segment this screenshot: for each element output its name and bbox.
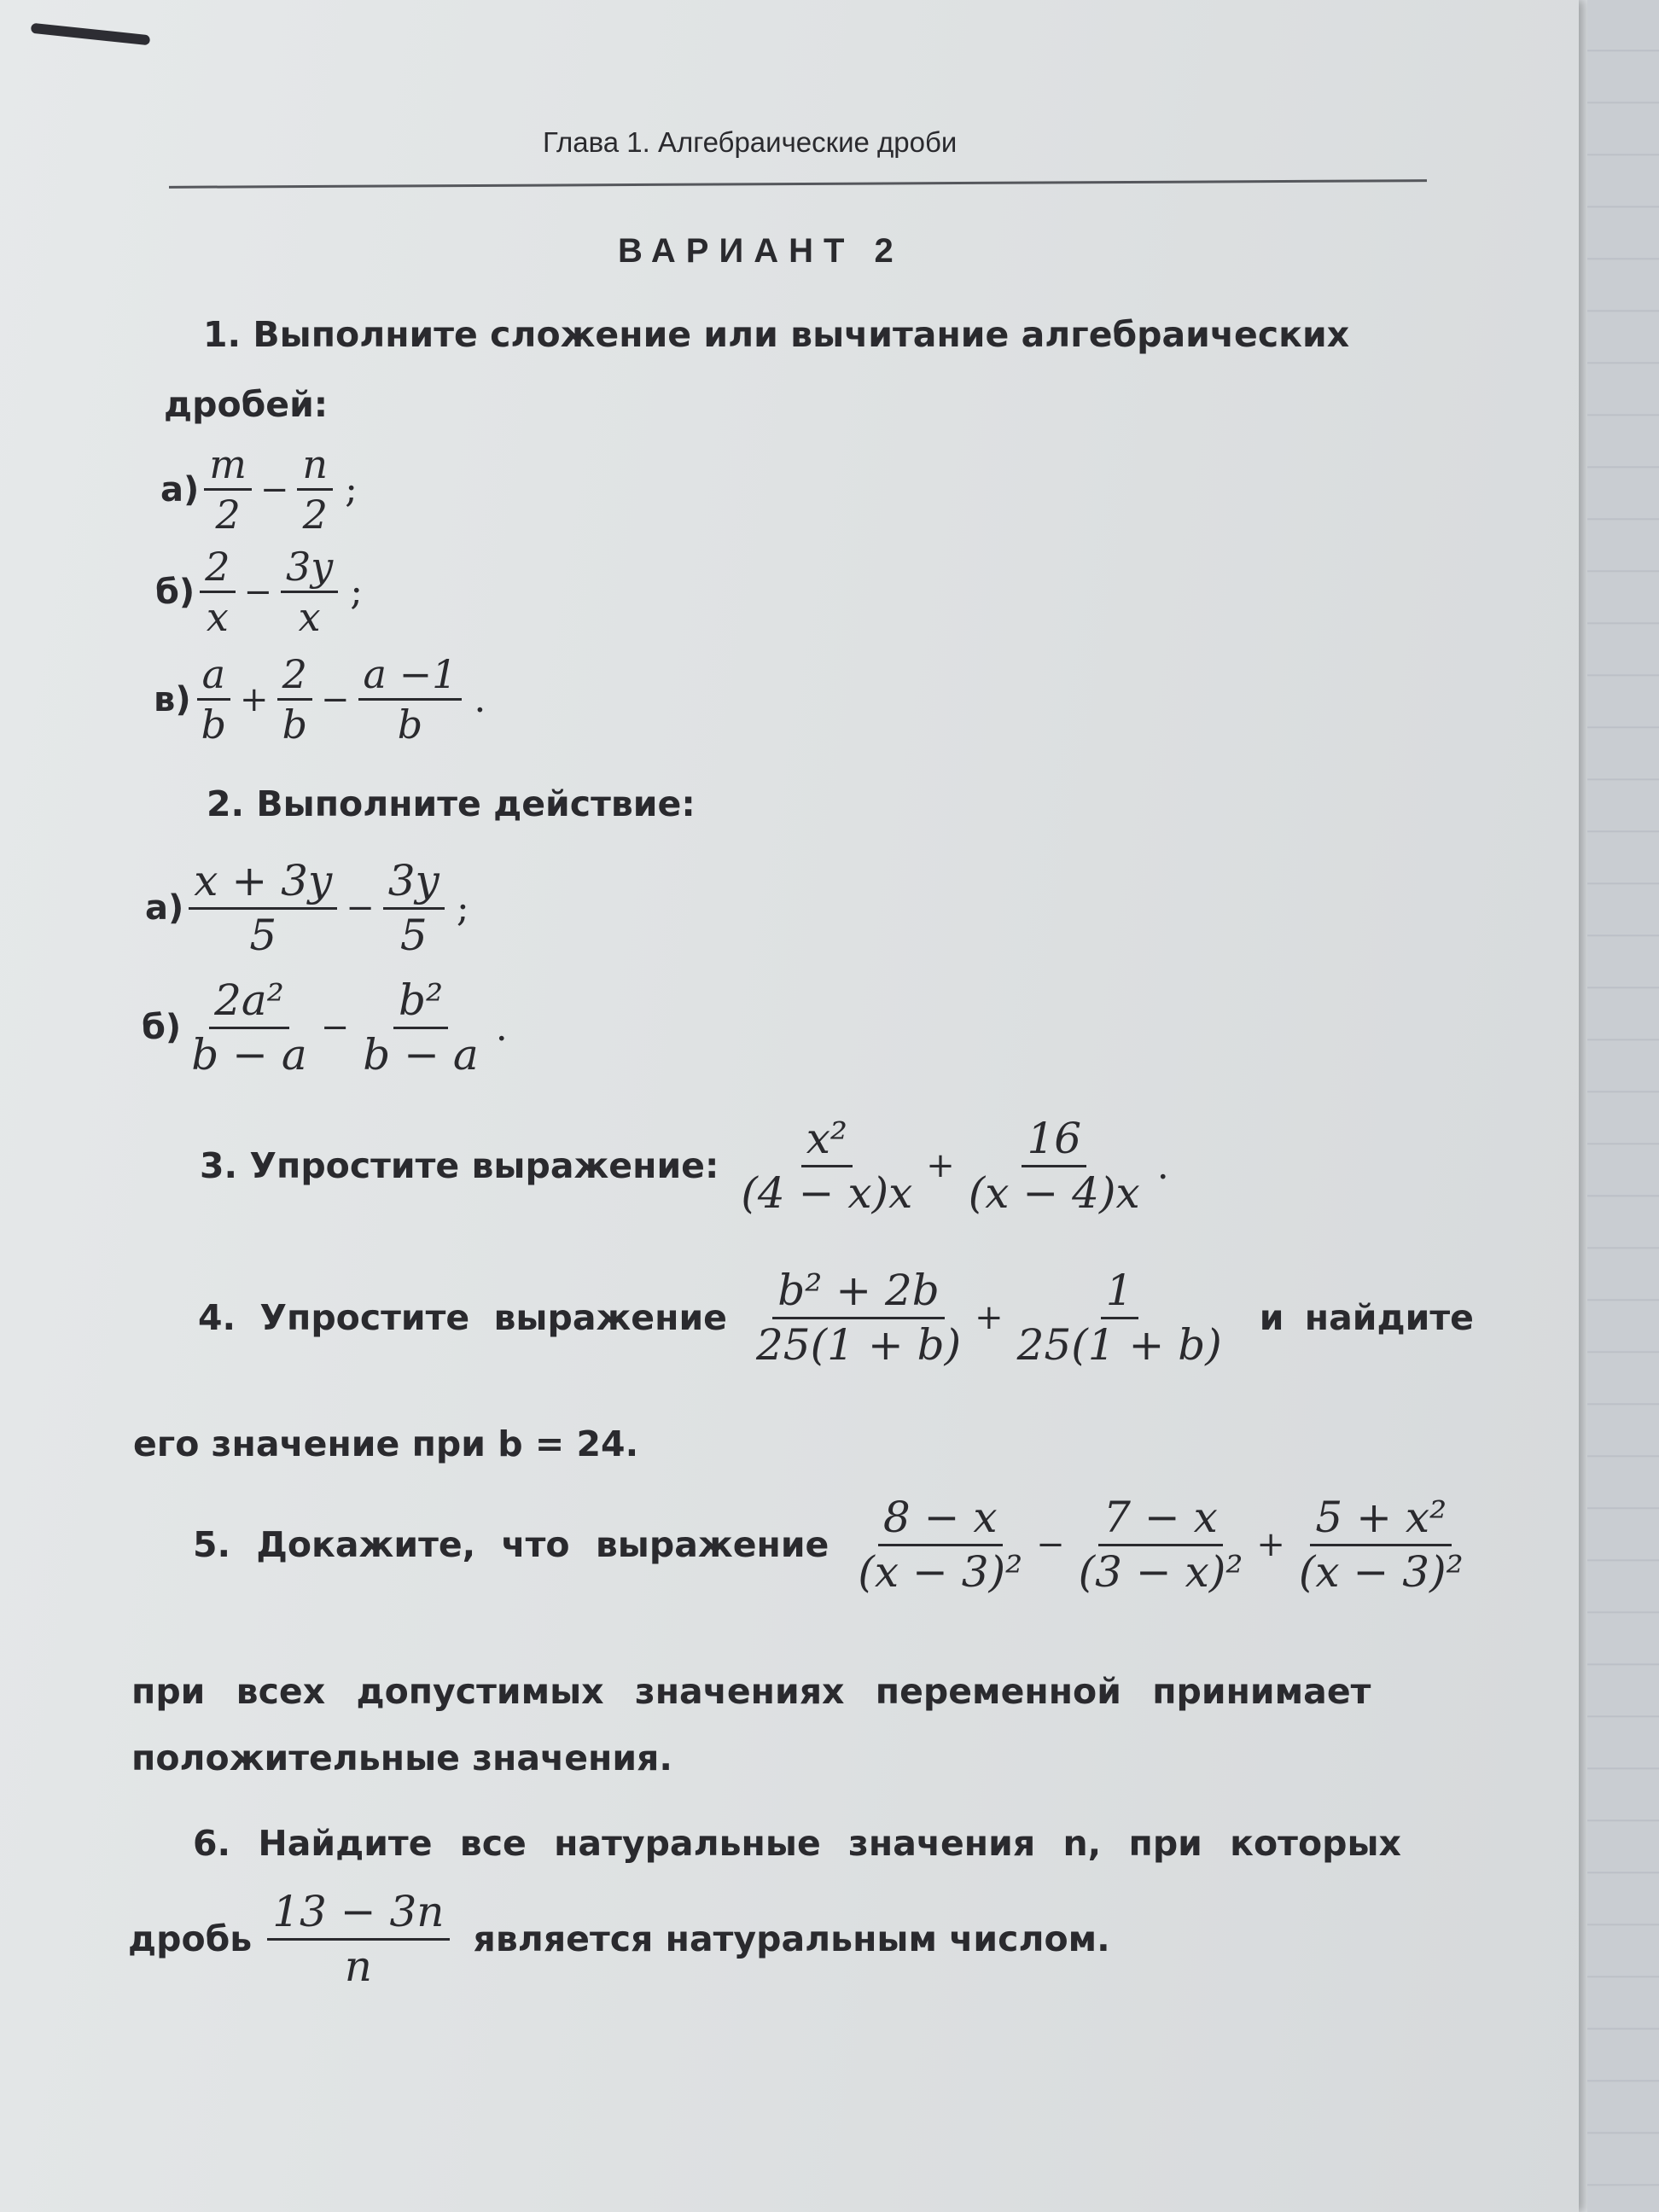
fraction [200,544,235,641]
numerator: 7 − x [1098,1495,1223,1546]
task-5 [193,1493,1474,1597]
operator: − [321,679,350,719]
chapter-header: Глава 1. Алгебраические дроби [543,126,958,158]
task-2a [145,856,469,960]
denominator: 2 [302,492,328,538]
punctuation: ; [350,570,364,614]
denominator: 5 [399,910,428,960]
task-1-text: 1. Выполните сложение или вычитание алгебраических [203,314,1350,355]
item-label: а) [160,469,200,509]
task-6-pre: дробь [128,1918,253,1959]
item-label: б) [155,572,195,612]
task-1a [160,441,358,538]
numerator: a −1 [358,654,463,701]
denominator: 25(1 + b) [1016,1319,1222,1370]
fraction [1294,1493,1469,1597]
numerator: b² + 2b [772,1268,945,1319]
task-4-line2: его значение при b = 24. [133,1423,639,1464]
denominator: n [344,1941,372,1991]
denominator: (x − 3)² [858,1546,1023,1597]
task-2b [142,975,508,1080]
pen-mark [31,23,150,46]
task-6-post: является натуральным числом. [473,1918,1110,1959]
item-label: а) [145,888,184,928]
task-5-text: 5. Докажите, что выражение [193,1524,830,1565]
denominator: (x − 4)x [968,1167,1140,1218]
numerator: 5 + x² [1310,1495,1452,1546]
numerator: x + 3y [189,859,337,910]
task-5-line3: положительные значения. [131,1738,672,1778]
numerator: 13 − 3n [267,1889,449,1941]
denominator: 25(1 + b) [755,1319,962,1370]
operator: − [346,888,375,928]
task-2-text: 2. Выполните действие: [207,783,696,824]
variant-title: ВАРИАНТ 2 [618,232,904,270]
task-5-line2: при всех допустимых значениях переменной принимает [131,1671,1371,1712]
denominator: (x − 3)² [1298,1546,1464,1597]
numerator: a [197,654,230,701]
task-4-text: 4. Упростите выражение [198,1297,727,1338]
denominator: x [298,594,321,641]
fraction [281,544,338,641]
fraction [1074,1493,1249,1597]
denominator: (3 − x)² [1078,1546,1243,1597]
header-divider [169,179,1427,189]
fraction [297,441,333,538]
item-label: б) [142,1008,182,1047]
punctuation: ; [456,886,469,930]
numerator: 3y [281,546,338,593]
item-label: в) [154,679,191,719]
punctuation: . [495,1005,508,1050]
task-4-tail: и найдите [1259,1297,1474,1338]
denominator: (4 − x)x [741,1167,913,1218]
notebook-edge [1587,0,1659,2212]
fraction [736,1114,917,1218]
numerator: n [297,444,333,491]
numerator: m [204,444,252,491]
task-6-line2 [128,1887,1110,1991]
numerator: 2a² [209,978,289,1029]
fraction [267,1887,449,1991]
operator: + [240,679,269,719]
fraction [204,441,252,538]
numerator: 3y [383,859,445,910]
operator: − [320,1008,350,1047]
operator: + [926,1146,955,1185]
denominator: b [282,701,308,748]
numerator: 2 [277,654,312,701]
fraction [189,856,337,960]
operator: − [1036,1525,1065,1564]
task-1c [154,651,486,748]
denominator: 2 [215,492,241,538]
fraction [358,975,484,1080]
punctuation: . [474,678,486,722]
denominator: x [206,594,229,641]
task-3 [200,1114,1169,1218]
operator: − [243,572,273,612]
numerator: 1 [1101,1268,1138,1319]
denominator: b [397,701,423,748]
punctuation: . [1156,1144,1169,1188]
task-1-text-cont: дробей: [164,384,329,425]
fraction [963,1114,1145,1218]
fraction [358,651,463,748]
numerator: x² [801,1116,853,1167]
numerator: 8 − x [878,1495,1003,1546]
numerator: b² [393,978,448,1029]
task-3-text: 3. Упростите выражение: [200,1145,719,1186]
task-4 [198,1266,1474,1370]
fraction [751,1266,966,1370]
operator: + [975,1298,1004,1337]
numerator: 2 [200,546,235,593]
denominator: b − a [363,1029,479,1080]
denominator: 5 [249,910,277,960]
punctuation: ; [345,468,358,512]
task-6-line1: 6. Найдите все натуральные значения n, при которых [193,1823,1401,1864]
fraction [383,856,445,960]
fraction [186,975,312,1080]
task-1b [155,544,364,641]
operator: + [1256,1525,1285,1564]
fraction [1012,1266,1227,1370]
operator: − [259,469,289,509]
fraction [196,651,231,748]
fraction [853,1493,1027,1597]
fraction [277,651,312,748]
denominator: b [201,701,227,748]
numerator: 16 [1022,1116,1086,1167]
denominator: b − a [191,1029,307,1080]
